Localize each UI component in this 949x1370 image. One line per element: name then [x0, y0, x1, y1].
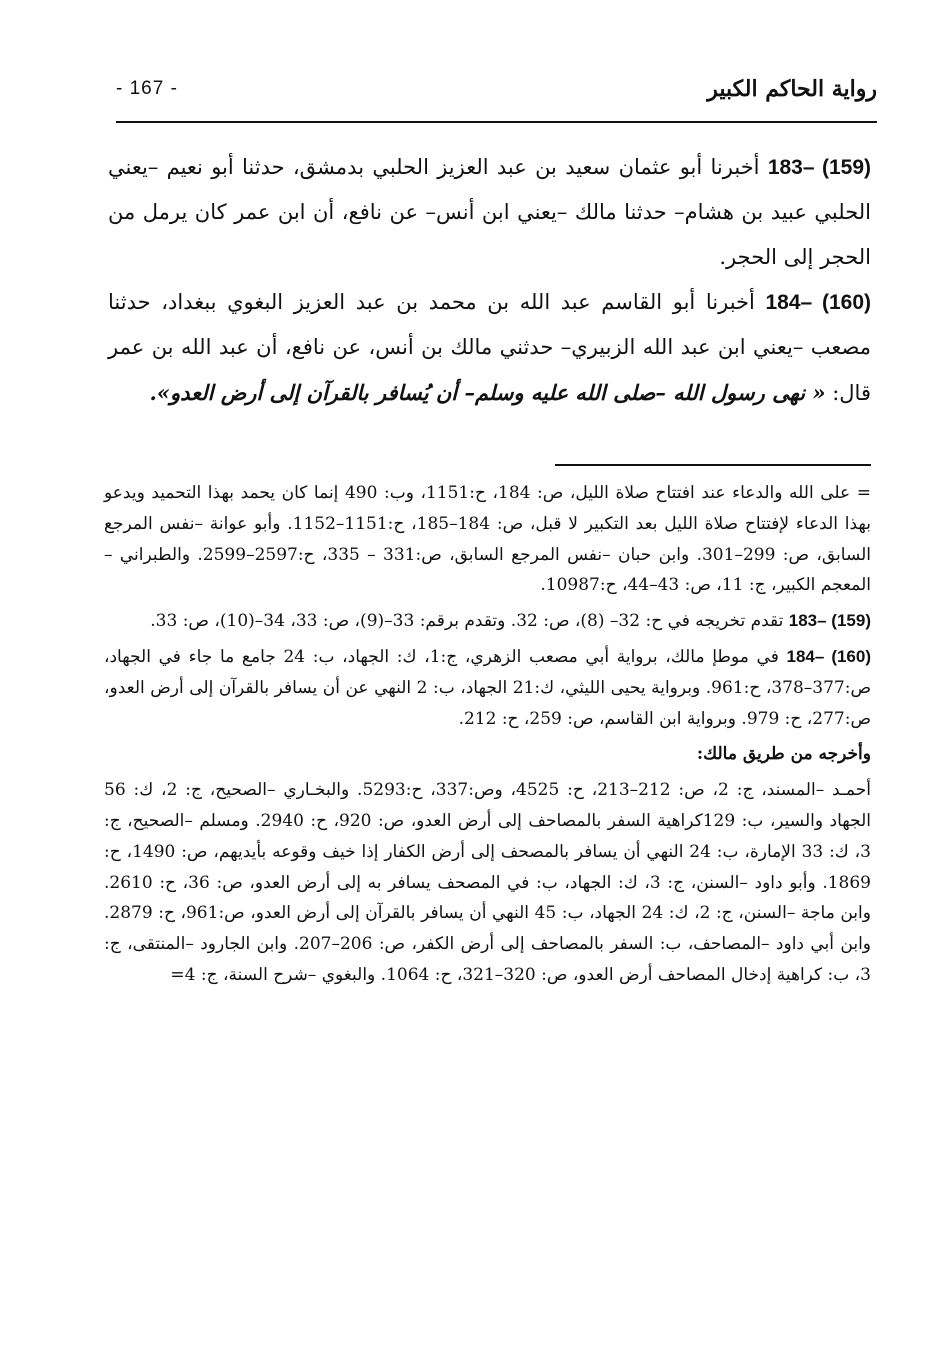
- page-header: [116, 72, 877, 112]
- page-number: - 167 -: [116, 78, 178, 99]
- footnote-lead: 183– (159): [788, 611, 871, 631]
- footnote-sources-list: [104, 775, 871, 991]
- header-divider: [116, 121, 877, 123]
- hadith-entry-184: [108, 280, 871, 416]
- footnote-text: = على الله والدعاء عند افتتاح صلاة الليل، ص: 184، ح:1151، وب: 490 إنما كان يحمد بهذا التحميد ويدعو بهذا الدعاء لإفتتاح صلاة الليل بعد التكبير لا قبل، ص: 184–185، ح:1151–1152. وأبو عوانة –نفس المرجع السابق، ص: 299–301. وابن حبان –نفس المرجع السابق، ص:331 – 335، ح:2597–2599. والطبراني –المعجم الكبير، ج: 11، ص: 43–44، ح:10987.: [104, 483, 872, 596]
- footnote-183: [104, 606, 871, 637]
- hadith-entry-183: [108, 145, 871, 280]
- entry-number: 183– (159): [767, 156, 872, 179]
- running-title: رواية الحاكم الكبير: [707, 76, 877, 102]
- main-text-body: [108, 145, 871, 416]
- footnote-text: أحمـد –المسند، ج: 2، ص: 212–213، ح: 4525، وص:337، ح:5293. والبخـاري –الصحيح، ج: 2، ك: 56 الجهاد والسير، ب: 129كراهية السفر بالمصاحف إلى أرض العدو، ص: 920، ح: 2940. ومسلم –الصحيح، ج: 3، ك: 33 الإمارة، ب: 24 النهي أن يسافر بالمصحف إلى أرض الكفار إذا خيف وقوعه بأيديهم، ص: 1490، ح: 1869. وأبو داود –السنن، ج: 3، ك: الجهاد، ب: في المصحف يسافر به إلى أرض العدو، ص: 36، ح: 2610. وابن ماجة –السنن، ج: 2، ك: 24 الجهاد، ب: 45 النهي أن يسافر بالقرآن إلى أرض العدو، ص:961، ح: 2879. وابن أبي داود –المصاحف، ب: السفر بالمصاحف إلى أرض الكفر، ص: 206–207. وابن الجارود –المنتقى، ج: 3، ب: كراهية إدخال المصاحف أرض العدو، ص: 320–321، ح: 1064. والبغوي –شرح السنة، ج: 4=: [104, 780, 872, 985]
- footnote-text: تقدم تخريجه في ح: 32– (8)، ص: 32. وتقدم برقم: 33–(9)، ص: 33، 34–(10)، ص: 33.: [150, 611, 789, 632]
- footnote-lead: 184– (160): [786, 646, 872, 666]
- footnote-text: في موطإ مالك، برواية أبي مصعب الزهري، ج:1، ك: الجهاد، ب: 24 جامع ما جاء في الجهاد، ص:377–378، ح:961. وبرواية يحيى الليثي، ك:21 الجهاد، ب: 2 النهي عن أن يسافر بالقرآن إلى أرض العدو، ص:277، ح: 979. وبرواية ابن القاسم، ص: 259، ح: 212.: [104, 646, 871, 729]
- entry-text: أخبرنا أبو القاسم عبد الله بن محمد بن عبد العزيز البغوي ببغداد، حدثنا مصعب –يعني ابن عبد الله الزبيري– حدثني مالك بن أنس، عن نافع، أن عبد الله بن عمر قال:: [108, 290, 871, 405]
- footnote-lead: وأخرجه من طريق مالك:: [696, 744, 871, 765]
- entry-number: 184– (160): [765, 291, 871, 314]
- footnotes-section: [104, 478, 871, 996]
- footnote-divider: [555, 464, 871, 466]
- footnote-sources-heading: [104, 739, 871, 770]
- entry-text: أخبرنا أبو عثمان سعيد بن عبد العزيز الحلبي بدمشق، حدثنا أبو نعيم –يعني الحلبي عبيد بن هشام– حدثنا مالك –يعني ابن أنس– عن نافع، أن ابن عمر كان يرمل من الحجر إلى الحجر.: [108, 155, 871, 269]
- footnote-continuation: [104, 478, 871, 601]
- hadith-quote: « نهى رسول الله –صلى الله عليه وسلم– أن يُسافر بالقرآن إلى أرض العدو».: [149, 380, 826, 405]
- footnote-184: [104, 642, 871, 734]
